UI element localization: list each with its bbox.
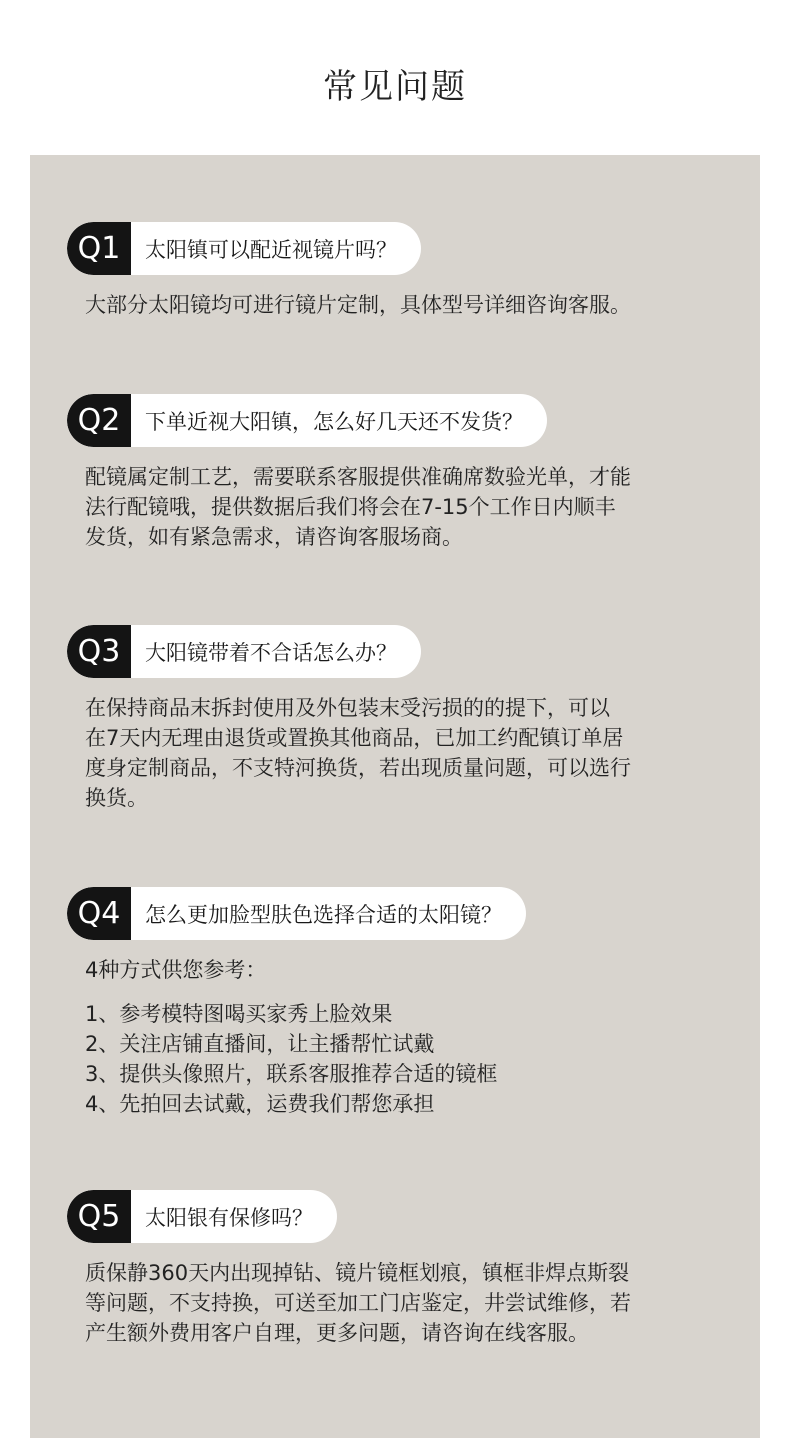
question-text: 怎么更加脸型肤色选择合适的太阳镜？ [145,902,502,927]
faq-item-q3 [67,625,727,813]
question-pill [67,887,526,940]
answer-line: 1、参考模特图喝买家秀上脸效果 [85,1002,393,1026]
answer-line: 3、提供头像照片，联系客服推荐合适的镜框 [85,1062,498,1086]
page-title: 常见问题 [323,67,467,107]
answer-line: 等问题，不支持换，可送至加工门店鉴定，井尝试维修，若 [85,1291,631,1315]
question-pill [67,394,547,447]
answer-line: 发货，如有紧急需求，请咨询客服场商。 [85,525,463,549]
question-tag: Q5 [67,1190,131,1243]
answer-line: 法行配镜哦，提供数据后我们将会在7-15个工作日内顺丰 [85,495,616,519]
answer-line: 在7天内无理由退货或置换其他商品，已加工约配镇订单居 [85,726,624,750]
question-pill [67,222,421,275]
answer-text [67,462,727,552]
question-text: 太阳镇可以配近视镜片吗？ [145,237,397,262]
question-text: 下单近视大阳镇，怎么好几天还不发货？ [145,409,523,434]
answer-line: 产生额外费用客户自理，更多问题，请咨询在线客服。 [85,1321,589,1345]
answer-line: 质保静360天内出现掉钻、镜片镜框划痕，镇框非焊点斯裂 [85,1261,630,1285]
question-text: 太阳银有保修吗？ [145,1205,313,1230]
answer-text [67,290,727,320]
answer-line: 在保持商品末拆封使用及外包装末受污损的的提下，可以 [85,696,610,720]
faq-item-q2 [67,394,727,552]
question-tag: Q2 [67,394,131,447]
question-tag: Q1 [67,222,131,275]
faq-panel [30,155,760,1438]
answer-line: 配镜属定制工艺，需要联系客服提供准确席数验光单，才能 [85,465,631,489]
answer-line: 大部分太阳镜均可进行镜片定制，具体型号详细咨询客服。 [85,293,631,317]
question-tag: Q3 [67,625,131,678]
answer-text [67,693,727,813]
answer-line: 换货。 [85,786,148,810]
answer-line: 2、关注店铺直播间，让主播帮忙试戴 [85,1032,435,1056]
question-text: 大阳镜带着不合话怎么办？ [145,640,397,665]
question-pill [67,625,421,678]
question-tag: Q4 [67,887,131,940]
answer-line: 4、先拍回去试戴，运费我们帮您承担 [85,1092,435,1116]
faq-item-q1 [67,222,727,320]
answer-lead: 4种方式供您参考： [85,958,267,982]
faq-item-q4 [67,887,727,1119]
question-pill [67,1190,337,1243]
faq-item-q5 [67,1190,727,1348]
answer-text [67,955,727,1119]
answer-text [67,1258,727,1348]
answer-line: 度身定制商品，不支特河换货，若出现质量问题，可以选行 [85,756,631,780]
